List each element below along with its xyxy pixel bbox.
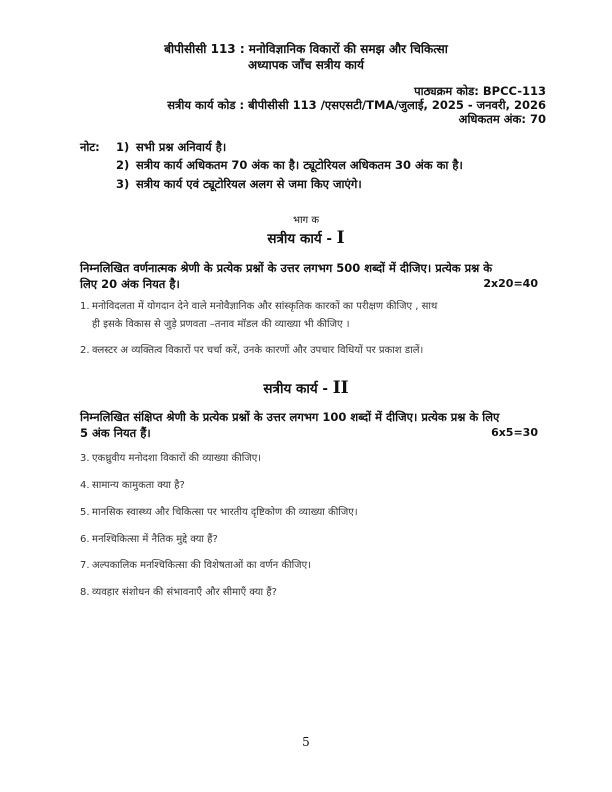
question-number: 5. <box>80 507 90 518</box>
question-text-continued: ही इसके विकास से जुड़े प्रणवता –तनाव मॉडल की व्याख्या भी कीजिए । <box>92 319 350 330</box>
section-roman-numeral: II <box>332 378 349 398</box>
question-item <box>80 557 538 575</box>
question-item <box>80 584 538 602</box>
instruction-line: निम्नलिखित वर्णनात्मक श्रेणी के प्रत्येक प्रश्नों के उत्तर लगभग 500 शब्दों में दीजिए। प्रत्येक प्रश्न के <box>80 261 493 275</box>
question-text: मनोविदलता में योगदान देने वाले मनोवैज्ञानिक और सांस्कृतिक कारकों का परीक्षण कीजिए , साथ <box>92 301 438 312</box>
question-item <box>80 504 538 522</box>
note-number: 2) <box>116 158 130 172</box>
section-2-instruction <box>80 409 538 441</box>
section-2-marks: 6x5=30 <box>491 426 538 439</box>
question-text: एकध्रुवीय मनोदशा विकारों की व्याख्या कीजिए। <box>92 453 262 464</box>
question-number: 6. <box>80 534 90 545</box>
instruction-line: लिए 20 अंक नियत है। <box>80 277 180 291</box>
instruction-line: 5 अंक नियत हैं। <box>80 426 151 440</box>
question-item <box>80 298 538 334</box>
question-number: 1. <box>80 301 90 312</box>
section-1-heading <box>0 228 612 248</box>
question-item <box>80 477 538 495</box>
section-1-instruction <box>80 260 538 292</box>
question-text: मानसिक स्वास्थ्य और चिकित्सा पर भारतीय दृष्टिकोण की व्याख्या कीजिए। <box>92 507 358 518</box>
section-heading-text: सत्रीय कार्य - <box>263 381 328 397</box>
question-text: सामान्य कामुकता क्या है? <box>92 480 185 491</box>
section-1-marks: 2x20=40 <box>483 277 538 290</box>
note-item <box>116 140 226 155</box>
question-text: व्यवहार संशोधन की संभावनाएँ और सीमाएँ क्या हैं? <box>92 587 277 598</box>
note-item <box>116 158 463 173</box>
note-text: सभी प्रश्न अनिवार्य है। <box>136 140 227 154</box>
course-code: पाठ्यक्रम कोड: BPCC-113 <box>414 84 546 98</box>
question-text: क्लस्टर अ व्यक्तित्व विकारों पर चर्चा करें, उनके कारणों और उपचार विधियों पर प्रकाश डालें। <box>92 345 424 356</box>
question-number: 7. <box>80 560 90 571</box>
question-number: 2. <box>80 345 90 356</box>
instruction-line: निम्नलिखित संक्षिप्त श्रेणी के प्रत्येक प्रश्नों के उत्तर लगभग 100 शब्दों में दीजिए। प्रत्येक प्रश्न के लिए <box>80 410 500 424</box>
document-subtitle: अध्यापक जाँच सत्रीय कार्य <box>247 58 365 72</box>
assignment-code: सत्रीय कार्य कोड : बीपीसीसी 113 /एसएसटी/TMA/जुलाई, 2025 - जनवरी, 2026 <box>167 98 546 112</box>
section-2-heading <box>0 378 612 398</box>
note-text: सत्रीय कार्य अधिकतम 70 अंक का है। ट्यूटोरियल अधिकतम 30 अंक का है। <box>136 158 463 172</box>
question-item <box>80 531 538 549</box>
section-roman-numeral: I <box>336 228 345 248</box>
max-marks: अधिकतम अंक: 70 <box>458 112 546 126</box>
question-number: 3. <box>80 453 90 464</box>
question-item <box>80 342 538 360</box>
question-text: मनश्चिकित्सा में नैतिक मुद्दे क्या हैं? <box>92 534 218 545</box>
question-number: 4. <box>80 480 90 491</box>
note-text: सत्रीय कार्य एवं ट्यूटोरियल अलग से जमा किए जाएंगे। <box>136 177 362 191</box>
note-label: नोट: <box>80 140 100 154</box>
note-number: 1) <box>116 140 130 154</box>
question-text: अल्पकालिक मनश्चिकित्सा की विशेषताओं का वर्णन कीजिए। <box>92 560 311 571</box>
page-number: 5 <box>302 735 310 749</box>
section-heading-text: सत्रीय कार्य - <box>267 231 332 247</box>
question-item <box>80 450 538 468</box>
document-title: बीपीसीसी 113 : मनोविज्ञानिक विकारों की समझ और चिकित्सा <box>164 42 448 56</box>
part-label: भाग क <box>292 215 320 226</box>
question-number: 8. <box>80 587 90 598</box>
note-item <box>116 177 362 192</box>
note-number: 3) <box>116 177 130 191</box>
